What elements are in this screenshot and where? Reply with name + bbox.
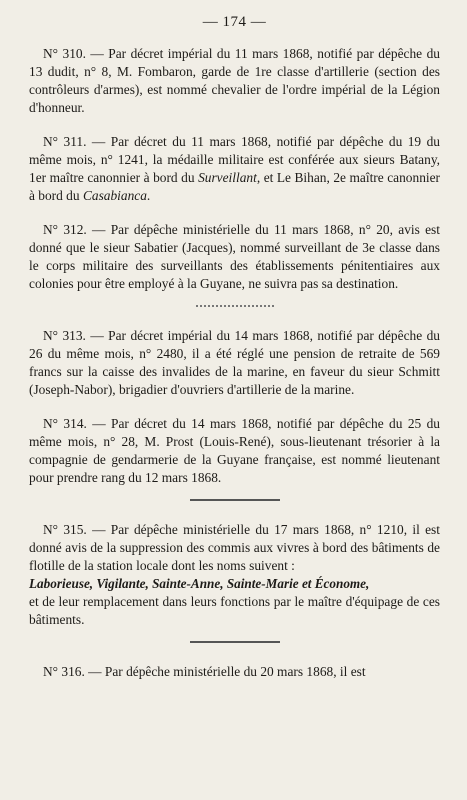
ship-name-casabianca: Casabianca: [82, 188, 147, 203]
page-number: — 174 —: [202, 14, 267, 30]
section-divider-dotted: [196, 305, 274, 307]
section-divider-solid-1: [190, 499, 280, 501]
ship-names-list: Laborieuse, Vigilante, Sainte-Anne, Sainte-Marie et Économe,: [29, 576, 370, 591]
entry-311-text: N° 311. — Par décret du 11 mars 1868, notifié par dépêche du 19 du même mois, n° 1241, la médaille militaire est conférée aux sieurs Batany, 1er maître canonnier à bord du: [29, 134, 440, 185]
section-divider-solid-2: [190, 641, 280, 643]
entry-314: N° 314. — Par décret du 14 mars 1868, notifié par dépêche du 25 du même mois, n° 28, M. Prost (Louis-René), sous-lieutenant trésorier à la compagnie de gendarmerie de la Guyane française, est nommé lieutenant pour prendre rang du 12 mars 1868.: [29, 416, 440, 485]
entry-311-text-middle: , et Le Bihan, 2e maître canonnier à bord du: [29, 170, 441, 203]
entry-316: N° 316. — Par dépêche ministérielle du 20 mars 1868, il est: [43, 664, 366, 679]
ship-name-surveillant: Surveillant: [198, 170, 257, 185]
entry-310: N° 310. — Par décret impérial du 11 mars 1868, notifié par dépêche du 13 dudit, n° 8, M. Fombaron, garde de 1re classe d'artillerie (section des contrôleurs d'armes), est nommé chevalier de l'ordre impérial de la Légion d'honneur.: [29, 46, 440, 115]
entry-315: [29, 521, 440, 629]
entry-312: N° 312. — Par dépêche ministérielle du 11 mars 1868, n° 20, avis est donné que le sieur Sabatier (Jacques), nommé surveillant de 3e classe dans le corps militaire des surveillants des établissements pénitentiaires aux colonies pour être employé à la Guyane, ne suivra pas sa destination.: [29, 222, 440, 291]
entry-311-text-end: .: [146, 188, 151, 203]
entry-313: N° 313. — Par décret impérial du 14 mars 1868, notifié par dépêche du 26 du même mois, n° 2480, il a été réglé une pension de retraite de 569 francs sur la caisse des invalides de la marine, en faveur du sieur Schmitt (Joseph-Nabor), brigadier d'ouvriers d'artillerie de la marine.: [29, 328, 440, 397]
entry-311: [29, 133, 440, 205]
entry-315-text: N° 315. — Par dépêche ministérielle du 17 mars 1868, n° 1210, il est donné avis de la suppression des commis aux vivres à bord des bâtiments de flotille de la station locale dont les noms suivent :: [29, 522, 440, 573]
entry-315-text-end: et de leur remplacement dans leurs fonctions par le maître d'équipage de ces bâtiments.: [29, 594, 440, 627]
